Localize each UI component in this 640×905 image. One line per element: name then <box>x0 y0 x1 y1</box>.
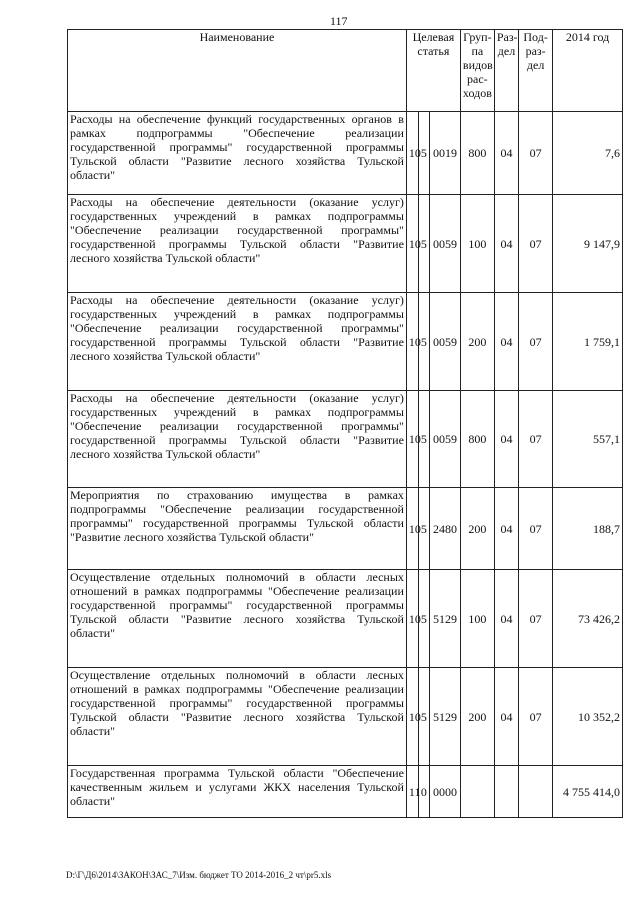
row-section <box>494 766 518 818</box>
table-row <box>68 766 623 818</box>
row-name: Мероприятия по страхованию имущества в рамках подпрограммы "Обеспечение реализации государственной программы" государственной программы Тульской области "Развитие лесного хозяйства Тульской области" <box>68 488 407 570</box>
row-subsection: 07 <box>519 570 553 668</box>
row-code-b: 5 <box>418 488 430 570</box>
row-expense-group: 200 <box>460 488 494 570</box>
row-expense-group <box>460 766 494 818</box>
footer-file-path: D:\Г\Д6\2014\ЗАКОН\ЗАС_7\Изм. бюджет ТО 2014-2016_2 чт\pr5.xls <box>66 870 332 880</box>
header-subsection: Под-раз-дел <box>519 30 553 112</box>
row-subsection <box>519 766 553 818</box>
row-code-a: 10 <box>406 112 418 195</box>
row-expense-group: 800 <box>460 112 494 195</box>
row-code-c: 0019 <box>430 112 461 195</box>
row-subsection: 07 <box>519 488 553 570</box>
row-sum: 4 755 414,0 <box>553 766 623 818</box>
row-code-c: 0059 <box>430 391 461 488</box>
row-code-b: 0 <box>418 766 430 818</box>
header-name: Наименование <box>68 30 407 112</box>
row-subsection: 07 <box>519 112 553 195</box>
row-section: 04 <box>494 112 518 195</box>
row-code-c: 2480 <box>430 488 461 570</box>
table-row <box>68 391 623 488</box>
row-subsection: 07 <box>519 195 553 293</box>
row-code-a: 10 <box>406 293 418 391</box>
row-sum: 7,6 <box>553 112 623 195</box>
row-subsection: 07 <box>519 668 553 766</box>
row-section: 04 <box>494 570 518 668</box>
header-target-article: Целевая статья <box>406 30 460 112</box>
page-number: 117 <box>330 14 348 28</box>
header-year: 2014 год <box>553 30 623 112</box>
row-section: 04 <box>494 668 518 766</box>
row-code-a: 10 <box>406 391 418 488</box>
row-name: Осуществление отдельных полномочий в области лесных отношений в рамках подпрограммы "Обеспечение реализации государственной программы" государственной программы Тульской области "Развитие лесного хозяйства Тульской области" <box>68 570 407 668</box>
row-code-c: 0059 <box>430 293 461 391</box>
row-sum: 10 352,2 <box>553 668 623 766</box>
row-code-b: 5 <box>418 195 430 293</box>
row-code-c: 0059 <box>430 195 461 293</box>
row-name: Расходы на обеспечение деятельности (оказание услуг) государственных учреждений в рамках подпрограммы "Обеспечение реализации государственной программы" государственной программы Тульской области "Развитие лесного хозяйства Тульской области" <box>68 195 407 293</box>
header-expense-group: Груп-па видов рас-ходов <box>460 30 494 112</box>
table-row <box>68 195 623 293</box>
table-row <box>68 668 623 766</box>
row-section: 04 <box>494 195 518 293</box>
table-row <box>68 293 623 391</box>
row-expense-group: 800 <box>460 391 494 488</box>
row-code-b: 5 <box>418 570 430 668</box>
row-code-a: 10 <box>406 195 418 293</box>
row-subsection: 07 <box>519 391 553 488</box>
row-expense-group: 200 <box>460 293 494 391</box>
row-code-c: 5129 <box>430 570 461 668</box>
row-code-b: 5 <box>418 112 430 195</box>
table-row <box>68 112 623 195</box>
row-name: Расходы на обеспечение деятельности (оказание услуг) государственных учреждений в рамках подпрограммы "Обеспечение реализации государственной программы" государственной программы Тульской области "Развитие лесного хозяйства Тульской области" <box>68 391 407 488</box>
row-section: 04 <box>494 488 518 570</box>
header-section: Раз-дел <box>494 30 518 112</box>
row-code-a: 10 <box>406 668 418 766</box>
row-sum: 73 426,2 <box>553 570 623 668</box>
row-code-b: 5 <box>418 668 430 766</box>
table-row <box>68 488 623 570</box>
row-sum: 188,7 <box>553 488 623 570</box>
row-section: 04 <box>494 391 518 488</box>
row-name: Расходы на обеспечение функций государственных органов в рамках подпрограммы "Обеспечение реализации государственной программы" государственной программы Тульской области "Развитие лесного хозяйства Тульской области" <box>68 112 407 195</box>
row-code-a: 10 <box>406 488 418 570</box>
table-header-row <box>68 30 623 112</box>
row-expense-group: 100 <box>460 570 494 668</box>
row-code-a: 11 <box>406 766 418 818</box>
row-code-b: 5 <box>418 391 430 488</box>
row-name: Расходы на обеспечение деятельности (оказание услуг) государственных учреждений в рамках подпрограммы "Обеспечение реализации государственной программы" государственной программы Тульской области "Развитие лесного хозяйства Тульской области" <box>68 293 407 391</box>
table-row <box>68 570 623 668</box>
row-sum: 9 147,9 <box>553 195 623 293</box>
row-code-b: 5 <box>418 293 430 391</box>
row-sum: 1 759,1 <box>553 293 623 391</box>
budget-table <box>67 29 623 818</box>
row-expense-group: 200 <box>460 668 494 766</box>
row-code-c: 5129 <box>430 668 461 766</box>
row-code-c: 0000 <box>430 766 461 818</box>
row-name: Государственная программа Тульской области "Обеспечение качественным жильем и услугами ЖКХ населения Тульской области" <box>68 766 407 818</box>
row-subsection: 07 <box>519 293 553 391</box>
row-name: Осуществление отдельных полномочий в области лесных отношений в рамках подпрограммы "Обеспечение реализации государственной программы" государственной программы Тульской области "Развитие лесного хозяйства Тульской области" <box>68 668 407 766</box>
row-expense-group: 100 <box>460 195 494 293</box>
row-sum: 557,1 <box>553 391 623 488</box>
row-section: 04 <box>494 293 518 391</box>
row-code-a: 10 <box>406 570 418 668</box>
